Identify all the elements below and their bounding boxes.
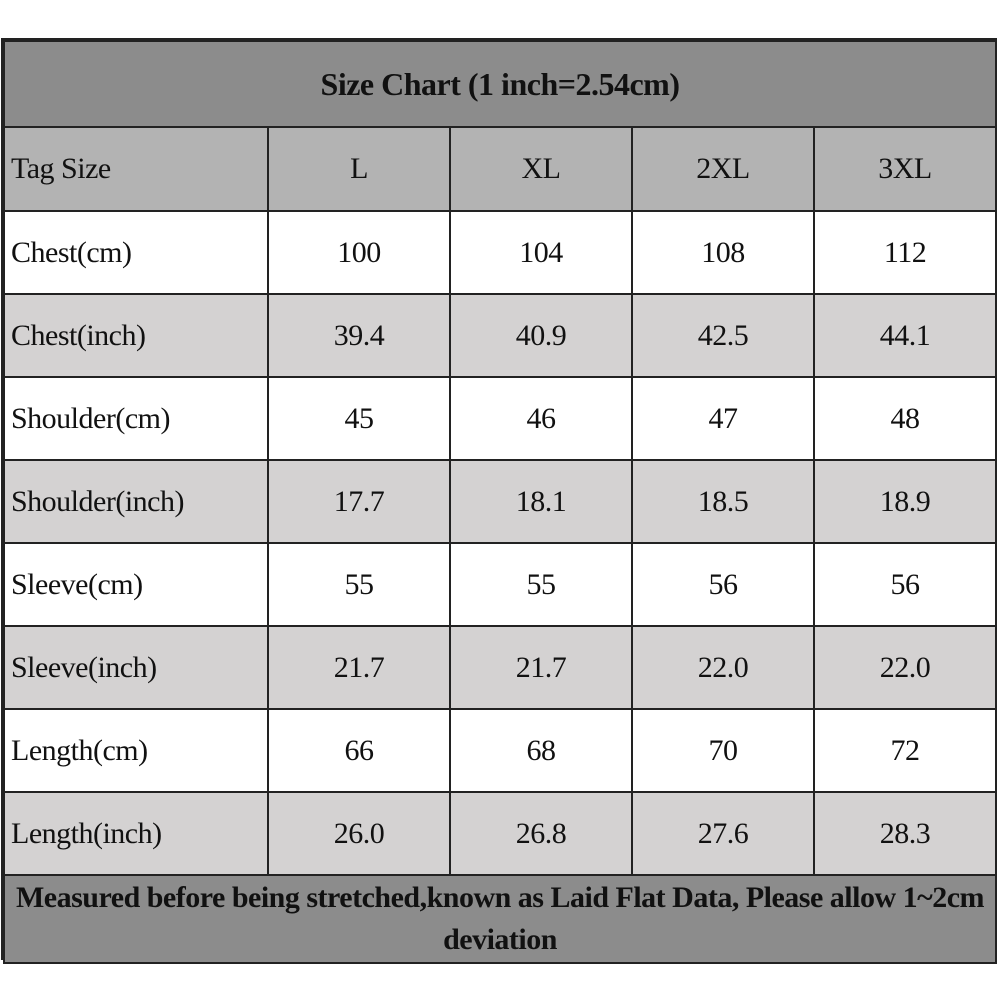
table-row [4,709,996,792]
cell-l: 39.4 [268,294,450,377]
cell-2xl: 56 [632,543,814,626]
footer-note: Measured before being stretched,known as Laid Flat Data, Please allow 1~2cm deviation [4,875,996,963]
cell-l: 55 [268,543,450,626]
cell-xl: 21.7 [450,626,632,709]
cell-xl: 68 [450,709,632,792]
cell-3xl: 72 [814,709,996,792]
cell-xl: 104 [450,211,632,294]
table-row [4,792,996,875]
chart-title: Size Chart (1 inch=2.54cm) [4,41,996,127]
footer-row [4,875,996,963]
row-label: Chest(cm) [4,211,268,294]
cell-xl: 26.8 [450,792,632,875]
size-chart [1,38,997,960]
cell-l: 66 [268,709,450,792]
cell-2xl: 18.5 [632,460,814,543]
row-label: Sleeve(cm) [4,543,268,626]
cell-3xl: 18.9 [814,460,996,543]
cell-l: 100 [268,211,450,294]
tag-size-header: Tag Size [4,127,268,211]
measurement-rows [4,211,996,875]
row-label: Sleeve(inch) [4,626,268,709]
size-header-l: L [268,127,450,211]
header-row [4,127,996,211]
cell-2xl: 70 [632,709,814,792]
row-label: Length(cm) [4,709,268,792]
table-row [4,294,996,377]
cell-2xl: 47 [632,377,814,460]
size-header-2xl: 2XL [632,127,814,211]
cell-3xl: 22.0 [814,626,996,709]
cell-3xl: 48 [814,377,996,460]
table-row [4,460,996,543]
cell-l: 26.0 [268,792,450,875]
cell-l: 21.7 [268,626,450,709]
cell-2xl: 22.0 [632,626,814,709]
row-label: Shoulder(cm) [4,377,268,460]
table-row [4,626,996,709]
cell-xl: 40.9 [450,294,632,377]
row-label: Length(inch) [4,792,268,875]
cell-3xl: 56 [814,543,996,626]
row-label: Chest(inch) [4,294,268,377]
size-table [3,40,997,964]
cell-2xl: 108 [632,211,814,294]
size-header-xl: XL [450,127,632,211]
cell-3xl: 28.3 [814,792,996,875]
cell-3xl: 44.1 [814,294,996,377]
cell-l: 17.7 [268,460,450,543]
table-row [4,377,996,460]
cell-xl: 46 [450,377,632,460]
table-row [4,543,996,626]
cell-xl: 18.1 [450,460,632,543]
row-label: Shoulder(inch) [4,460,268,543]
cell-xl: 55 [450,543,632,626]
cell-3xl: 112 [814,211,996,294]
title-row [4,41,996,127]
cell-2xl: 27.6 [632,792,814,875]
table-row [4,211,996,294]
cell-2xl: 42.5 [632,294,814,377]
size-header-3xl: 3XL [814,127,996,211]
cell-l: 45 [268,377,450,460]
